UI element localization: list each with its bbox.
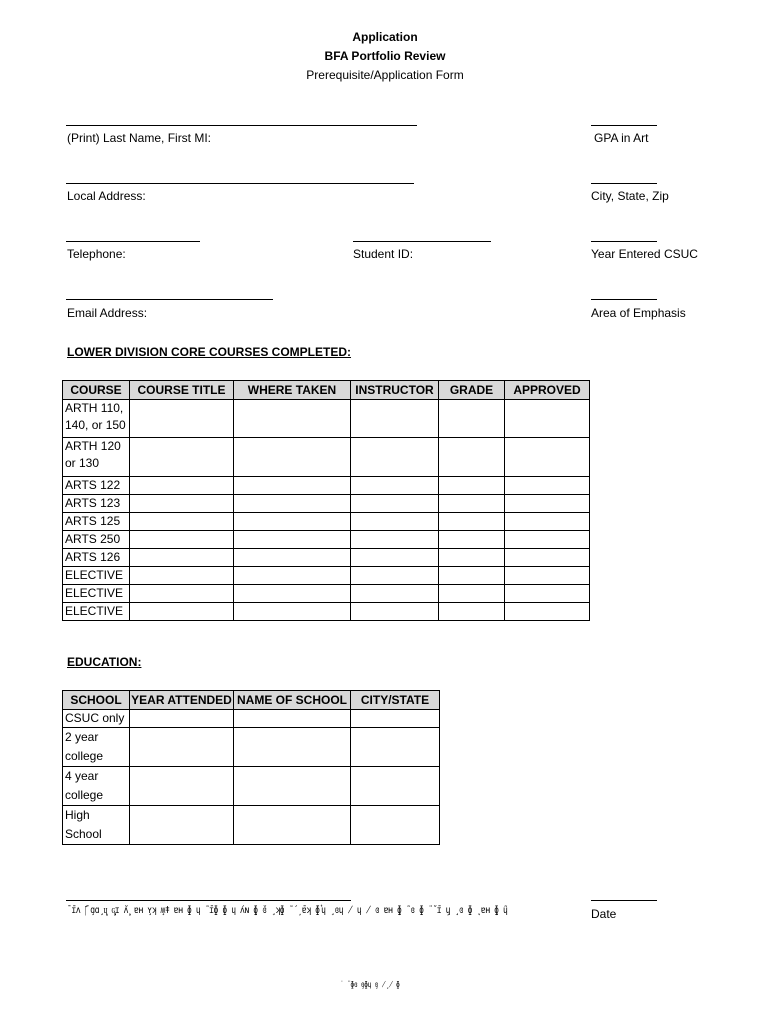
signature-line[interactable] [66, 900, 351, 901]
input-cell[interactable] [130, 477, 234, 495]
input-cell[interactable] [130, 710, 234, 728]
education-header-row [63, 691, 440, 710]
table-row [63, 438, 590, 477]
input-cell[interactable] [505, 567, 590, 585]
input-cell[interactable] [439, 438, 505, 477]
courses-header-row [63, 381, 590, 400]
gpa-line[interactable] [591, 125, 657, 126]
input-cell[interactable] [439, 477, 505, 495]
input-cell[interactable] [234, 728, 351, 767]
input-cell[interactable] [439, 585, 505, 603]
table-row [63, 728, 440, 767]
column-header: GRADE [439, 381, 505, 400]
input-cell[interactable] [234, 603, 351, 621]
input-cell[interactable] [351, 710, 440, 728]
input-cell[interactable] [234, 438, 351, 477]
input-cell[interactable] [234, 549, 351, 567]
name-line[interactable] [66, 125, 417, 126]
input-cell[interactable] [439, 400, 505, 438]
input-cell[interactable] [130, 438, 234, 477]
email-label: Email Address: [67, 306, 148, 320]
school-cell: CSUC only [63, 710, 130, 728]
course-cell: ARTS 250 [63, 531, 130, 549]
address-label: Local Address: [67, 189, 146, 203]
input-cell[interactable] [505, 603, 590, 621]
input-cell[interactable] [351, 549, 439, 567]
input-cell[interactable] [130, 400, 234, 438]
table-row [63, 585, 590, 603]
table-row [63, 495, 590, 513]
input-cell[interactable] [234, 495, 351, 513]
input-cell[interactable] [505, 477, 590, 495]
school-cell: 2 year college [63, 728, 130, 767]
input-cell[interactable] [130, 603, 234, 621]
table-row [63, 400, 590, 438]
courses-heading: LOWER DIVISION CORE COURSES COMPLETED: [67, 345, 352, 359]
courses-table [62, 380, 590, 621]
education-heading: EDUCATION: [67, 655, 142, 669]
course-cell: ARTS 123 [63, 495, 130, 513]
column-header: SCHOOL [63, 691, 130, 710]
input-cell[interactable] [234, 710, 351, 728]
school-cell: 4 year college [63, 767, 130, 806]
input-cell[interactable] [351, 477, 439, 495]
input-cell[interactable] [439, 495, 505, 513]
course-cell: ARTS 122 [63, 477, 130, 495]
input-cell[interactable] [234, 767, 351, 806]
input-cell[interactable] [505, 438, 590, 477]
course-cell: ELECTIVE [63, 603, 130, 621]
form-name: Prerequisite/Application Form [306, 68, 464, 82]
city-line[interactable] [591, 183, 657, 184]
table-row [63, 603, 590, 621]
column-header: APPROVED [505, 381, 590, 400]
input-cell[interactable] [505, 495, 590, 513]
input-cell[interactable] [351, 603, 439, 621]
signature-statement: ˉ̄ɪʌ ̄|͂ ̧ɑɑ̧ ɥͅ ɢ̧͓̹̗ɪ ̆ʌ ̧ͅ ɐʜ ̧ʏʞ ̧ʍǂ ɐʜ ɸ ɥ ̃ ̄ɪɸ ɸ ɥ ́ʌɴ ̧ɸ ̆ɞ ̧ ʞɸ ̃ ́ ̦ ̄ɐʞ ̄ɸ ͛ɥ ̧ ɞɥ ̸ ɥ ̸ ɞ ɐʜ ̧ɸ ̃ ɞ ɸ ̈ ̆ ̄ɪ ̦ɥ ̧ ɞ ɸ ̨ ɐʜ ̧ɸ ̃ɥ [67, 905, 508, 916]
table-row [63, 531, 590, 549]
column-header: WHERE TAKEN [234, 381, 351, 400]
input-cell[interactable] [130, 767, 234, 806]
city-label: City, State, Zip [591, 189, 669, 203]
column-header: COURSE [63, 381, 130, 400]
input-cell[interactable] [130, 728, 234, 767]
email-line[interactable] [66, 299, 273, 300]
input-cell[interactable] [351, 513, 439, 531]
input-cell[interactable] [439, 567, 505, 585]
input-cell[interactable] [234, 400, 351, 438]
input-cell[interactable] [130, 531, 234, 549]
input-cell[interactable] [234, 477, 351, 495]
course-cell: ELECTIVE [63, 567, 130, 585]
table-row [63, 549, 590, 567]
input-cell[interactable] [351, 438, 439, 477]
input-cell[interactable] [351, 767, 440, 806]
input-cell[interactable] [351, 567, 439, 585]
column-header: COURSE TITLE [130, 381, 234, 400]
table-row [63, 710, 440, 728]
student-id-line[interactable] [353, 241, 491, 242]
input-cell[interactable] [351, 728, 440, 767]
gpa-label: GPA in Art [594, 131, 649, 145]
input-cell[interactable] [505, 400, 590, 438]
input-cell[interactable] [130, 806, 234, 845]
telephone-line[interactable] [66, 241, 200, 242]
input-cell[interactable] [505, 549, 590, 567]
name-label: (Print) Last Name, First MI: [67, 131, 212, 145]
input-cell[interactable] [234, 806, 351, 845]
input-cell[interactable] [130, 585, 234, 603]
column-header: NAME OF SCHOOL [234, 691, 351, 710]
input-cell[interactable] [130, 549, 234, 567]
emphasis-label: Area of Emphasis [591, 306, 686, 320]
date-label: Date [591, 907, 617, 921]
address-line[interactable] [66, 183, 414, 184]
form-subtitle: BFA Portfolio Review [324, 49, 446, 63]
table-row [63, 567, 590, 585]
input-cell[interactable] [439, 603, 505, 621]
input-cell[interactable] [439, 513, 505, 531]
form-title: Application [352, 30, 418, 44]
input-cell[interactable] [351, 585, 439, 603]
input-cell[interactable] [130, 513, 234, 531]
course-cell: ARTH 110, 140, or 150 [63, 400, 130, 438]
column-header: CITY/STATE [351, 691, 440, 710]
education-table [62, 690, 440, 845]
course-cell: ARTS 125 [63, 513, 130, 531]
course-cell: ARTH 120 or 130 [63, 438, 130, 477]
year-entered-label: Year Entered CSUC [591, 247, 698, 261]
column-header: INSTRUCTOR [351, 381, 439, 400]
input-cell[interactable] [130, 567, 234, 585]
input-cell[interactable] [505, 531, 590, 549]
date-line[interactable] [591, 900, 657, 901]
input-cell[interactable] [351, 495, 439, 513]
table-row [63, 767, 440, 806]
course-cell: ELECTIVE [63, 585, 130, 603]
input-cell[interactable] [351, 806, 440, 845]
input-cell[interactable] [351, 400, 439, 438]
input-cell[interactable] [351, 531, 439, 549]
column-header: YEAR ATTENDED [130, 691, 234, 710]
school-cell: High School [63, 806, 130, 845]
page-mark: ˙ ̈ ɸɞ ̧ɞɸɥ ̧ɞ ̸̧ ̸ ɸ [340, 980, 400, 989]
student-id-label: Student ID: [353, 247, 414, 261]
input-cell[interactable] [130, 495, 234, 513]
emphasis-line[interactable] [591, 299, 657, 300]
input-cell[interactable] [234, 567, 351, 585]
input-cell[interactable] [505, 585, 590, 603]
input-cell[interactable] [234, 531, 351, 549]
table-row [63, 513, 590, 531]
table-row [63, 806, 440, 845]
input-cell[interactable] [234, 585, 351, 603]
input-cell[interactable] [439, 549, 505, 567]
course-cell: ARTS 126 [63, 549, 130, 567]
table-row [63, 477, 590, 495]
input-cell[interactable] [505, 513, 590, 531]
input-cell[interactable] [234, 513, 351, 531]
year-entered-line[interactable] [591, 241, 657, 242]
input-cell[interactable] [439, 531, 505, 549]
telephone-label: Telephone: [67, 247, 126, 261]
